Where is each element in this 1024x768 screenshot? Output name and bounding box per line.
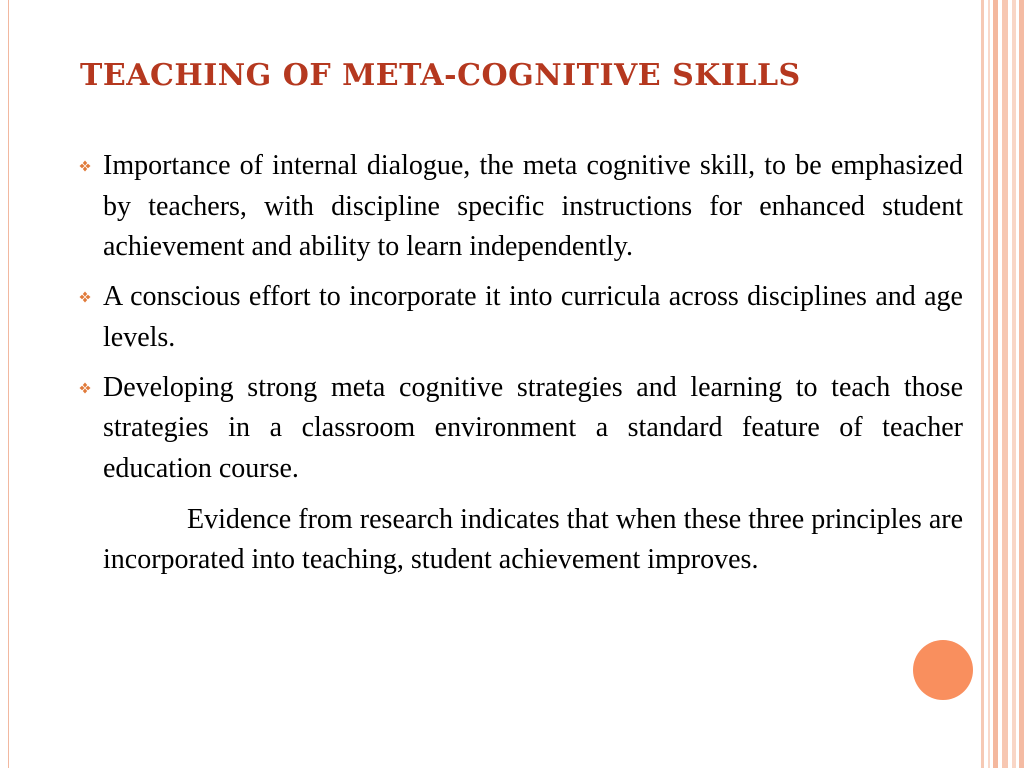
stripe <box>981 0 984 768</box>
bullet-item <box>75 146 963 268</box>
stripe <box>1002 0 1008 768</box>
stripe <box>1012 0 1016 768</box>
bullet-text: Developing strong meta cognitive strategies and learning to teach those strategies in a classroom environment a standard feature of teacher education course. <box>103 371 963 484</box>
right-decorative-stripes <box>978 0 1024 768</box>
bullet-item <box>75 277 963 358</box>
closing-paragraph: Evidence from research indicates that when these three principles are incorporated into teaching, student achievement improves. <box>103 503 963 576</box>
four-diamond-bullet-icon <box>79 291 91 303</box>
stripe <box>993 0 998 768</box>
bullet-text: Importance of internal dialogue, the meta cognitive skill, to be emphasized by teachers, with discipline specific instructions for enhanced student achievement and ability to learn independently. <box>103 150 963 263</box>
four-diamond-bullet-icon <box>79 382 91 394</box>
bullet-item <box>75 368 963 490</box>
accent-circle <box>913 640 973 700</box>
bullet-text: A conscious effort to incorporate it into curricula across disciplines and age levels. <box>103 281 963 353</box>
slide-title: TEACHING OF META-COGNITIVE SKILLS <box>80 58 801 93</box>
stripe <box>1019 0 1024 768</box>
four-diamond-bullet-icon <box>79 160 91 172</box>
stripe <box>988 0 990 768</box>
left-frame-line <box>8 0 9 768</box>
slide-content <box>75 146 963 581</box>
